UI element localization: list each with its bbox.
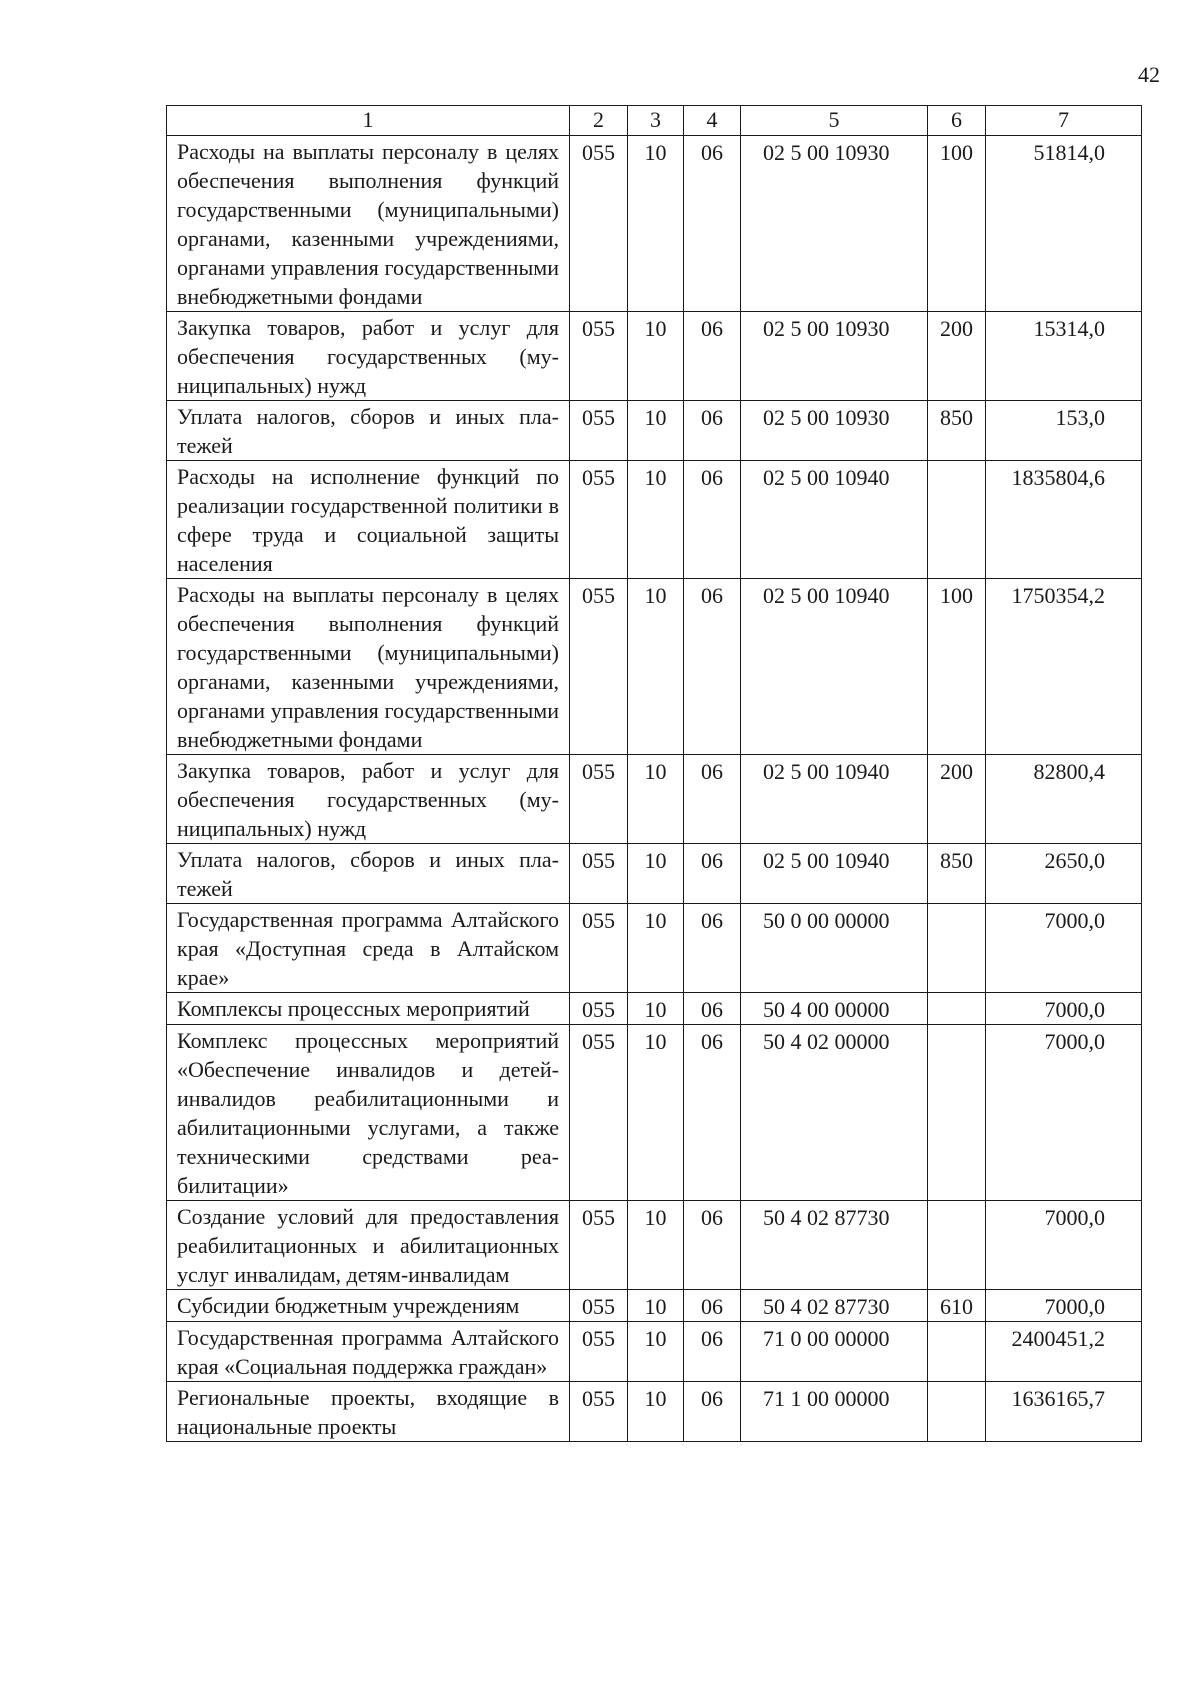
row-section-cell: 10 xyxy=(628,1025,684,1201)
row-name-cell: Создание условий для предоставления реабилитационных и абилитационных услуг инвалидам, детям-инвалидам xyxy=(167,1201,570,1290)
header-cell-col3: 3 xyxy=(628,106,684,136)
row-subsection-cell: 06 xyxy=(684,844,741,904)
row-ministry-code-cell: 055 xyxy=(570,755,628,844)
row-subsection-cell: 06 xyxy=(684,579,741,755)
row-target-article-cell: 50 4 02 87730 xyxy=(741,1290,928,1322)
row-expense-type-cell: 100 xyxy=(928,136,986,312)
table-row xyxy=(167,1290,1142,1322)
row-section-cell: 10 xyxy=(628,1382,684,1442)
table-row xyxy=(167,1322,1142,1382)
table-row xyxy=(167,136,1142,312)
row-sum-cell: 1636165,7 xyxy=(986,1382,1142,1442)
table-row xyxy=(167,312,1142,401)
row-ministry-code-cell: 055 xyxy=(570,136,628,312)
row-expense-type-cell: 850 xyxy=(928,844,986,904)
row-target-article-cell: 50 4 02 87730 xyxy=(741,1201,928,1290)
row-target-article-cell: 02 5 00 10940 xyxy=(741,461,928,579)
row-name-cell: Закупка товаров, работ и услуг для обеспечения государственных (муниципальных) нужд xyxy=(167,312,570,401)
row-sum-cell: 7000,0 xyxy=(986,904,1142,993)
row-subsection-cell: 06 xyxy=(684,993,741,1025)
table-row xyxy=(167,1025,1142,1201)
header-cell-col6: 6 xyxy=(928,106,986,136)
row-target-article-cell: 02 5 00 10940 xyxy=(741,579,928,755)
row-sum-cell: 153,0 xyxy=(986,401,1142,461)
row-expense-type-cell: 610 xyxy=(928,1290,986,1322)
row-sum-cell: 7000,0 xyxy=(986,993,1142,1025)
row-section-cell: 10 xyxy=(628,1322,684,1382)
row-target-article-cell: 50 4 00 00000 xyxy=(741,993,928,1025)
table-row xyxy=(167,579,1142,755)
row-subsection-cell: 06 xyxy=(684,1290,741,1322)
row-expense-type-cell: 200 xyxy=(928,755,986,844)
row-target-article-cell: 02 5 00 10940 xyxy=(741,844,928,904)
row-expense-type-cell: 100 xyxy=(928,579,986,755)
row-target-article-cell: 50 4 02 00000 xyxy=(741,1025,928,1201)
table-header-row xyxy=(167,106,1142,136)
row-ministry-code-cell: 055 xyxy=(570,904,628,993)
row-section-cell: 10 xyxy=(628,401,684,461)
row-name-cell: Закупка товаров, работ и услуг для обеспечения государственных (муниципальных) нужд xyxy=(167,755,570,844)
row-target-article-cell: 02 5 00 10930 xyxy=(741,136,928,312)
row-sum-cell: 1835804,6 xyxy=(986,461,1142,579)
row-sum-cell: 82800,4 xyxy=(986,755,1142,844)
table-row xyxy=(167,844,1142,904)
header-cell-col4: 4 xyxy=(684,106,741,136)
table-row xyxy=(167,1382,1142,1442)
row-expense-type-cell xyxy=(928,461,986,579)
table-row xyxy=(167,993,1142,1025)
page-number: 42 xyxy=(1138,62,1160,87)
row-section-cell: 10 xyxy=(628,461,684,579)
row-subsection-cell: 06 xyxy=(684,904,741,993)
row-ministry-code-cell: 055 xyxy=(570,1290,628,1322)
row-target-article-cell: 50 0 00 00000 xyxy=(741,904,928,993)
row-ministry-code-cell: 055 xyxy=(570,461,628,579)
row-sum-cell: 7000,0 xyxy=(986,1201,1142,1290)
row-subsection-cell: 06 xyxy=(684,1322,741,1382)
row-name-cell: Уплата налогов, сборов и иных платежей xyxy=(167,401,570,461)
row-ministry-code-cell: 055 xyxy=(570,312,628,401)
header-cell-col7: 7 xyxy=(986,106,1142,136)
row-ministry-code-cell: 055 xyxy=(570,1025,628,1201)
table-row xyxy=(167,755,1142,844)
header-cell-col2: 2 xyxy=(570,106,628,136)
row-subsection-cell: 06 xyxy=(684,1201,741,1290)
row-name-cell: Региональные проекты, входящие в национальные проекты xyxy=(167,1382,570,1442)
header-cell-col5: 5 xyxy=(741,106,928,136)
row-expense-type-cell: 850 xyxy=(928,401,986,461)
row-ministry-code-cell: 055 xyxy=(570,993,628,1025)
row-sum-cell: 1750354,2 xyxy=(986,579,1142,755)
row-expense-type-cell: 200 xyxy=(928,312,986,401)
row-expense-type-cell xyxy=(928,1322,986,1382)
row-ministry-code-cell: 055 xyxy=(570,1322,628,1382)
row-section-cell: 10 xyxy=(628,993,684,1025)
row-expense-type-cell xyxy=(928,904,986,993)
row-section-cell: 10 xyxy=(628,312,684,401)
row-name-cell: Расходы на выплаты персоналу в целях обеспечения выполнения функций государственными (муниципальными) органами, казенными учреждениями, органами управления государственными внебюджетными фондами xyxy=(167,579,570,755)
row-ministry-code-cell: 055 xyxy=(570,579,628,755)
row-target-article-cell: 02 5 00 10930 xyxy=(741,401,928,461)
row-ministry-code-cell: 055 xyxy=(570,401,628,461)
row-subsection-cell: 06 xyxy=(684,401,741,461)
row-ministry-code-cell: 055 xyxy=(570,1201,628,1290)
row-sum-cell: 51814,0 xyxy=(986,136,1142,312)
row-expense-type-cell xyxy=(928,1025,986,1201)
row-name-cell: Государственная программа Алтайского края «Социальная поддержка граждан» xyxy=(167,1322,570,1382)
row-subsection-cell: 06 xyxy=(684,312,741,401)
header-cell-col1: 1 xyxy=(167,106,570,136)
row-section-cell: 10 xyxy=(628,1201,684,1290)
row-section-cell: 10 xyxy=(628,755,684,844)
row-name-cell: Уплата налогов, сборов и иных платежей xyxy=(167,844,570,904)
row-sum-cell: 7000,0 xyxy=(986,1025,1142,1201)
row-name-cell: Субсидии бюджетным учреждениям xyxy=(167,1290,570,1322)
row-expense-type-cell xyxy=(928,993,986,1025)
row-sum-cell: 2400451,2 xyxy=(986,1322,1142,1382)
row-section-cell: 10 xyxy=(628,136,684,312)
row-target-article-cell: 71 1 00 00000 xyxy=(741,1382,928,1442)
table-row xyxy=(167,1201,1142,1290)
row-name-cell: Государственная программа Алтайского края «Доступная среда в Алтайском крае» xyxy=(167,904,570,993)
row-ministry-code-cell: 055 xyxy=(570,844,628,904)
row-subsection-cell: 06 xyxy=(684,1382,741,1442)
row-section-cell: 10 xyxy=(628,579,684,755)
table-row xyxy=(167,401,1142,461)
row-name-cell: Комплексы процессных мероприятий xyxy=(167,993,570,1025)
budget-table xyxy=(166,105,1142,1442)
row-target-article-cell: 02 5 00 10930 xyxy=(741,312,928,401)
row-name-cell: Комплекс процессных мероприятий «Обеспечение инвалидов и детей-инвалидов реабилитационными и абилитационными услугами, а также техническими средствами реабилитации» xyxy=(167,1025,570,1201)
row-section-cell: 10 xyxy=(628,844,684,904)
row-expense-type-cell xyxy=(928,1201,986,1290)
row-name-cell: Расходы на исполнение функций по реализации государственной политики в сфере труда и социальной защиты населения xyxy=(167,461,570,579)
row-subsection-cell: 06 xyxy=(684,461,741,579)
row-target-article-cell: 71 0 00 00000 xyxy=(741,1322,928,1382)
row-expense-type-cell xyxy=(928,1382,986,1442)
row-section-cell: 10 xyxy=(628,904,684,993)
row-subsection-cell: 06 xyxy=(684,136,741,312)
row-sum-cell: 15314,0 xyxy=(986,312,1142,401)
row-target-article-cell: 02 5 00 10940 xyxy=(741,755,928,844)
row-sum-cell: 2650,0 xyxy=(986,844,1142,904)
row-section-cell: 10 xyxy=(628,1290,684,1322)
row-name-cell: Расходы на выплаты персоналу в целях обеспечения выполнения функций государственными (муниципальными) органами, казенными учреждениями, органами управления государственными внебюджетными фондами xyxy=(167,136,570,312)
table-row xyxy=(167,904,1142,993)
row-ministry-code-cell: 055 xyxy=(570,1382,628,1442)
row-subsection-cell: 06 xyxy=(684,755,741,844)
table-row xyxy=(167,461,1142,579)
row-sum-cell: 7000,0 xyxy=(986,1290,1142,1322)
row-subsection-cell: 06 xyxy=(684,1025,741,1201)
